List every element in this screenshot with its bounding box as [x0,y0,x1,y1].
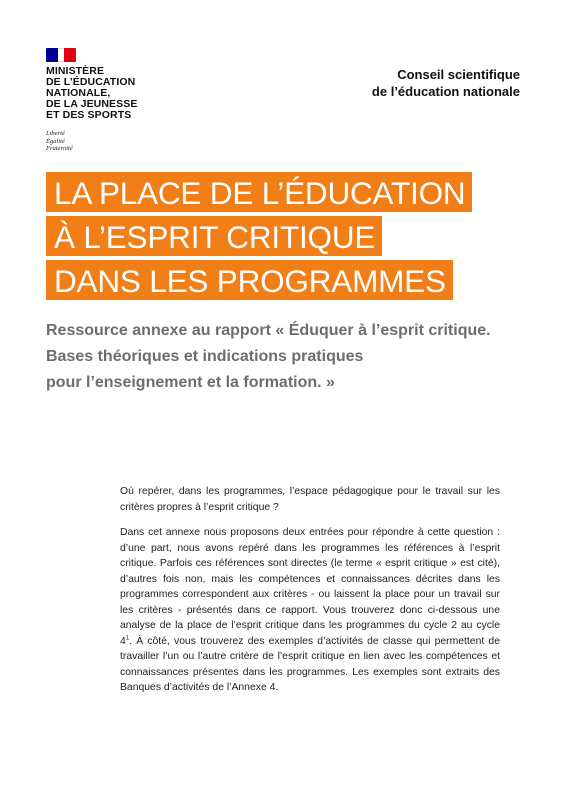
footnote-marker[interactable]: 1 [125,635,130,642]
subtitle-line: Ressource annexe au rapport « Éduquer à l’esprit critique. [46,322,491,339]
republic-motto [46,130,126,153]
ministry-line: DE L’ÉDUCATION [46,76,136,88]
marianne-flag-icon [46,48,76,62]
ministry-name [46,66,186,121]
subtitle-line: pour l’enseignement et la formation. » [46,374,335,391]
intro-paragraph [120,525,500,696]
title-line: DANS LES PROGRAMMES [46,260,453,300]
motto-line: Fraternité [46,145,73,153]
intro-question: Où repérer, dans les programmes, l’espace pédagogique pour le travail sur les critères propres à l’esprit critique ? [120,486,500,513]
intro-paragraph-part2: . À côté, vous trouverez des exemples d’activités de classe qui permettent de travailler l’un ou l’autre critère de l’esprit critique en lien avec les compétences et connaissances présentes dans les programmes. Les exemples sont extraits des Banques d’activités de l’Annexe 4. [120,635,500,693]
subtitle-line: Bases théoriques et indications pratiques [46,348,364,365]
title-line: À L’ESPRIT CRITIQUE [46,216,382,256]
motto-line: Égalité [46,137,65,145]
motto-line: Liberté [46,130,65,137]
flag-red-band [64,48,76,62]
document-subtitle [46,318,526,396]
intro-paragraph-part1: Dans cet annexe nous proposons deux entrées pour répondre à cette question : d’une part, nous avons repéré dans les programmes les références à l’esprit critique. Parfois ces références sont directes (le terme « esprit critique » est cité), d’autres fois non, mais les compétences et connaissances décrites dans les programmes correspondent aux critères - ou laissent la place pour un travail sur les critères - présentés dans ce rapport. Vous trouverez donc ci-dessous une analyse de la place de l’esprit critique dans les programmes du cycle 2 au cycle 4 [120,527,500,647]
ministry-line: MINISTÈRE [46,65,105,77]
ministry-line: NATIONALE, [46,87,111,99]
ministry-line: DE LA JEUNESSE [46,98,138,110]
council-line: Conseil scientifique [397,67,520,82]
council-line: de l’éducation nationale [371,84,520,99]
title-line: LA PLACE DE L’ÉDUCATION [46,172,472,212]
ministry-line: ET DES SPORTS [46,109,132,121]
flag-blue-band [46,48,58,62]
council-name [372,66,520,100]
intro-text [120,484,500,706]
document-title [46,172,472,304]
